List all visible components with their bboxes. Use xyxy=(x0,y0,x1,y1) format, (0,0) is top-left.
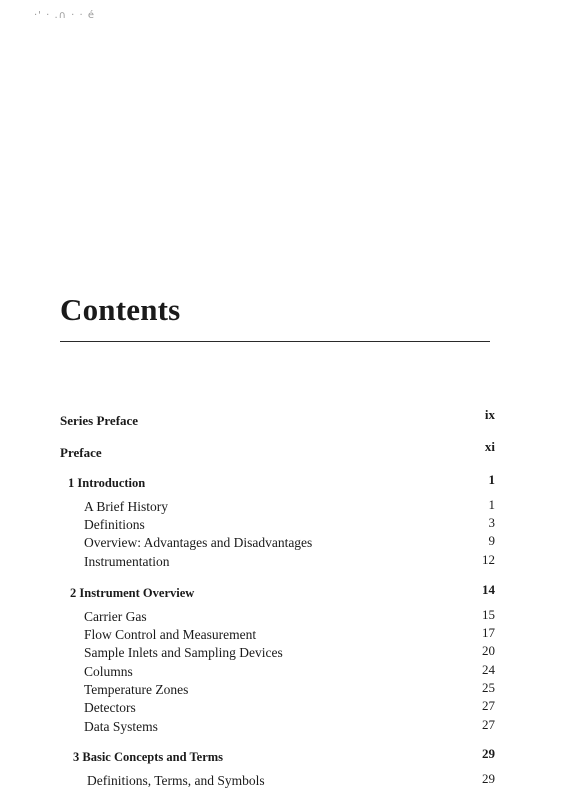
toc-entry-label: 3 Basic Concepts and Terms xyxy=(73,750,224,764)
toc-entry-label: Definitions, Terms, and Symbols xyxy=(87,773,265,788)
toc-section[interactable] xyxy=(0,645,569,663)
title-rule xyxy=(60,341,490,342)
toc-entry-page: 17 xyxy=(482,625,495,640)
toc-section[interactable] xyxy=(0,773,569,791)
toc-entry-label: Flow Control and Measurement xyxy=(84,627,257,642)
toc-entry-page: xi xyxy=(484,439,495,454)
toc-entry-label: Detectors xyxy=(84,700,136,715)
toc-entry-label: Instrumentation xyxy=(84,554,170,569)
toc-entry-page: 15 xyxy=(482,607,495,622)
toc-entry-label: Data Systems xyxy=(84,719,158,734)
toc-entry-page: 3 xyxy=(488,515,495,530)
toc-entry-label: Preface xyxy=(60,445,102,460)
toc-entry-page: 29 xyxy=(482,771,495,786)
toc-chapter-2[interactable] xyxy=(0,582,569,604)
toc-entry-page: 24 xyxy=(482,662,495,677)
toc-chapter-3[interactable] xyxy=(0,746,569,768)
toc-section[interactable] xyxy=(0,554,569,572)
toc-entry-label: Definitions xyxy=(84,517,145,532)
toc-entry-page: 29 xyxy=(482,746,495,761)
toc-entry-label: Overview: Advantages and Disadvantages xyxy=(84,535,313,550)
toc-entry-page: 12 xyxy=(482,552,495,567)
corner-pencil-mark: ·' · .∩ · · é xyxy=(34,10,96,21)
toc-entry-label: Carrier Gas xyxy=(84,609,147,624)
toc-entry-page: 20 xyxy=(482,643,495,658)
toc-entry-label: Columns xyxy=(84,664,133,679)
toc-entry-page: 25 xyxy=(482,680,495,695)
toc-entry-label: 1 Introduction xyxy=(68,476,146,490)
toc-entry-preface[interactable] xyxy=(0,439,569,463)
toc-entry-label: A Brief History xyxy=(84,499,168,514)
toc-entry-page: 1 xyxy=(488,472,495,487)
toc-section[interactable] xyxy=(0,499,569,517)
toc-section[interactable] xyxy=(0,517,569,535)
toc-entry-page: 27 xyxy=(482,698,495,713)
toc-entry-page: 27 xyxy=(482,717,495,732)
toc-entry-series-preface[interactable] xyxy=(0,407,569,431)
toc-entry-page: 1 xyxy=(488,497,495,512)
toc-chapter-1[interactable] xyxy=(0,472,569,494)
page-title: Contents xyxy=(60,292,181,327)
toc-section[interactable] xyxy=(0,535,569,553)
toc-entry-page: 9 xyxy=(488,533,495,548)
toc-entry-label: 2 Instrument Overview xyxy=(70,586,195,600)
toc-entry-label: Sample Inlets and Sampling Devices xyxy=(84,645,283,660)
toc-entry-page: 14 xyxy=(482,582,495,597)
toc-entry-label: Series Preface xyxy=(60,413,139,428)
toc-entry-label: Temperature Zones xyxy=(84,682,189,697)
toc-entry-page: ix xyxy=(484,407,495,422)
toc-section[interactable] xyxy=(0,700,569,718)
toc-section[interactable] xyxy=(0,719,569,737)
